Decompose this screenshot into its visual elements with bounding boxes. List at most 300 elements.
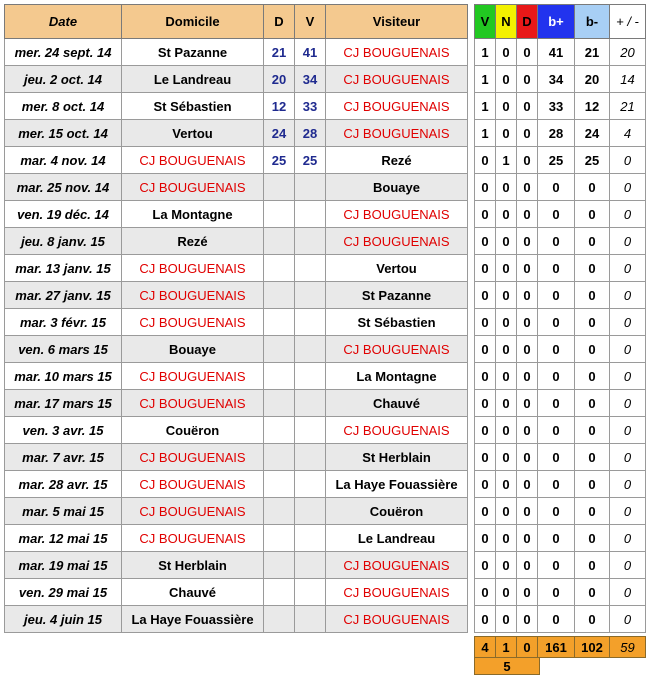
stat-goals-against: 25 xyxy=(575,147,610,174)
fixture-row xyxy=(5,174,468,201)
stat-win: 0 xyxy=(475,201,496,228)
fixture-visitor-team: Le Landreau xyxy=(326,525,468,552)
stat-goals-against: 0 xyxy=(575,282,610,309)
stat-goal-diff: 0 xyxy=(610,309,646,336)
stat-loss: 0 xyxy=(517,39,538,66)
totals-row-table xyxy=(474,636,646,658)
fixture-home-team: St Herblain xyxy=(122,552,264,579)
stat-win: 0 xyxy=(475,309,496,336)
fixture-visitor-team: Rezé xyxy=(326,147,468,174)
fixture-visitor-team: CJ BOUGUENAIS xyxy=(326,39,468,66)
stat-goal-diff: 0 xyxy=(610,201,646,228)
fixture-home-team: St Pazanne xyxy=(122,39,264,66)
fixture-home-score xyxy=(264,336,295,363)
stat-goals-against: 0 xyxy=(575,201,610,228)
fixture-row xyxy=(5,606,468,633)
stat-goals-against: 20 xyxy=(575,66,610,93)
fixture-row xyxy=(5,552,468,579)
fixture-row xyxy=(5,525,468,552)
fixture-visitor-team: CJ BOUGUENAIS xyxy=(326,201,468,228)
stat-loss: 0 xyxy=(517,471,538,498)
stat-goals-against: 0 xyxy=(575,309,610,336)
fixture-visitor-team: CJ BOUGUENAIS xyxy=(326,552,468,579)
stat-goals-against: 0 xyxy=(575,579,610,606)
fixture-row xyxy=(5,390,468,417)
fixture-row xyxy=(5,147,468,174)
stats-row xyxy=(475,39,646,66)
stat-loss: 0 xyxy=(517,525,538,552)
stat-win: 1 xyxy=(475,93,496,120)
stats-row xyxy=(475,498,646,525)
fixture-away-score xyxy=(295,336,326,363)
stat-draw: 0 xyxy=(496,39,517,66)
stat-win: 1 xyxy=(475,39,496,66)
fixture-away-score: 33 xyxy=(295,93,326,120)
fixture-home-score xyxy=(264,471,295,498)
stat-goals-for: 25 xyxy=(538,147,575,174)
stats-row xyxy=(475,606,646,633)
total-wins: 4 xyxy=(475,637,496,658)
stat-goals-against: 0 xyxy=(575,255,610,282)
stat-goals-for: 34 xyxy=(538,66,575,93)
stat-win: 1 xyxy=(475,66,496,93)
stat-draw: 0 xyxy=(496,444,517,471)
stat-draw: 0 xyxy=(496,66,517,93)
stat-goals-against: 0 xyxy=(575,174,610,201)
stat-loss: 0 xyxy=(517,417,538,444)
stat-win: 0 xyxy=(475,174,496,201)
stat-goal-diff: 0 xyxy=(610,228,646,255)
stat-goals-for: 0 xyxy=(538,255,575,282)
fixture-home-team: St Sébastien xyxy=(122,93,264,120)
fixture-date: mar. 3 févr. 15 xyxy=(5,309,122,336)
fixture-home-score xyxy=(264,390,295,417)
fixture-visitor-team: CJ BOUGUENAIS xyxy=(326,579,468,606)
fixture-date: mar. 10 mars 15 xyxy=(5,363,122,390)
fixture-home-score: 24 xyxy=(264,120,295,147)
stat-goals-for: 0 xyxy=(538,174,575,201)
fixture-away-score xyxy=(295,228,326,255)
fixture-home-team: CJ BOUGUENAIS xyxy=(122,309,264,336)
stat-goals-against: 0 xyxy=(575,390,610,417)
stats-row xyxy=(475,471,646,498)
fixture-away-score: 25 xyxy=(295,147,326,174)
total-goals-for: 161 xyxy=(538,637,575,658)
stat-goal-diff: 0 xyxy=(610,363,646,390)
total-points: 5 xyxy=(475,658,540,675)
fixture-date: mar. 12 mai 15 xyxy=(5,525,122,552)
fixture-away-score xyxy=(295,525,326,552)
stat-goals-against: 0 xyxy=(575,471,610,498)
fixture-home-team: Chauvé xyxy=(122,579,264,606)
fixture-row xyxy=(5,93,468,120)
fixture-home-team: CJ BOUGUENAIS xyxy=(122,174,264,201)
fixture-away-score xyxy=(295,606,326,633)
stat-goals-for: 0 xyxy=(538,606,575,633)
fixture-row xyxy=(5,363,468,390)
header-goals-for: b+ xyxy=(538,5,575,39)
fixture-row xyxy=(5,39,468,66)
fixture-row xyxy=(5,444,468,471)
stat-goals-against: 0 xyxy=(575,606,610,633)
stat-loss: 0 xyxy=(517,552,538,579)
stat-draw: 0 xyxy=(496,228,517,255)
fixture-away-score xyxy=(295,174,326,201)
stat-goals-for: 0 xyxy=(538,417,575,444)
stat-draw: 0 xyxy=(496,390,517,417)
stats-header-row xyxy=(475,5,646,39)
stat-goals-against: 0 xyxy=(575,228,610,255)
fixture-home-score: 21 xyxy=(264,39,295,66)
stats-row xyxy=(475,363,646,390)
stat-goals-for: 0 xyxy=(538,201,575,228)
stat-loss: 0 xyxy=(517,309,538,336)
stat-goals-for: 0 xyxy=(538,552,575,579)
stat-goals-for: 28 xyxy=(538,120,575,147)
fixture-away-score: 34 xyxy=(295,66,326,93)
fixture-home-score xyxy=(264,228,295,255)
fixture-row xyxy=(5,471,468,498)
fixture-home-team: Bouaye xyxy=(122,336,264,363)
stats-row xyxy=(475,93,646,120)
fixture-visitor-team: St Pazanne xyxy=(326,282,468,309)
fixture-home-team: CJ BOUGUENAIS xyxy=(122,147,264,174)
stat-goals-for: 0 xyxy=(538,390,575,417)
fixture-home-score xyxy=(264,444,295,471)
stat-loss: 0 xyxy=(517,444,538,471)
fixture-date: mar. 7 avr. 15 xyxy=(5,444,122,471)
fixture-away-score xyxy=(295,444,326,471)
stat-win: 0 xyxy=(475,579,496,606)
total-goal-diff: 59 xyxy=(610,637,646,658)
fixture-away-score xyxy=(295,552,326,579)
fixture-visitor-team: La Montagne xyxy=(326,363,468,390)
stats-row xyxy=(475,390,646,417)
header-goals-against: b- xyxy=(575,5,610,39)
fixture-row xyxy=(5,579,468,606)
stat-goals-against: 24 xyxy=(575,120,610,147)
stat-win: 0 xyxy=(475,525,496,552)
stats-row xyxy=(475,525,646,552)
fixture-home-team: CJ BOUGUENAIS xyxy=(122,363,264,390)
stat-draw: 0 xyxy=(496,201,517,228)
fixture-date: jeu. 2 oct. 14 xyxy=(5,66,122,93)
stat-goals-for: 0 xyxy=(538,282,575,309)
fixture-date: mar. 19 mai 15 xyxy=(5,552,122,579)
stat-goals-for: 0 xyxy=(538,309,575,336)
fixture-date: mer. 8 oct. 14 xyxy=(5,93,122,120)
stat-goals-against: 0 xyxy=(575,525,610,552)
stat-goal-diff: 0 xyxy=(610,444,646,471)
total-losses: 0 xyxy=(517,637,538,658)
fixture-home-score: 25 xyxy=(264,147,295,174)
fixture-date: mar. 27 janv. 15 xyxy=(5,282,122,309)
stat-loss: 0 xyxy=(517,174,538,201)
stat-goal-diff: 0 xyxy=(610,282,646,309)
fixture-home-team: CJ BOUGUENAIS xyxy=(122,525,264,552)
stat-goals-for: 0 xyxy=(538,498,575,525)
stat-draw: 0 xyxy=(496,471,517,498)
fixture-date: mar. 25 nov. 14 xyxy=(5,174,122,201)
stat-goals-against: 21 xyxy=(575,39,610,66)
fixture-home-score xyxy=(264,255,295,282)
stat-draw: 1 xyxy=(496,147,517,174)
fixture-row xyxy=(5,309,468,336)
fixture-row xyxy=(5,417,468,444)
fixture-date: mer. 15 oct. 14 xyxy=(5,120,122,147)
stat-loss: 0 xyxy=(517,147,538,174)
fixture-away-score xyxy=(295,471,326,498)
fixture-away-score xyxy=(295,282,326,309)
stat-win: 0 xyxy=(475,417,496,444)
fixture-home-score xyxy=(264,174,295,201)
fixture-visitor-team: Bouaye xyxy=(326,174,468,201)
stat-goal-diff: 0 xyxy=(610,579,646,606)
stat-goals-for: 41 xyxy=(538,39,575,66)
fixture-visitor-team: St Sébastien xyxy=(326,309,468,336)
fixture-home-score xyxy=(264,552,295,579)
stat-draw: 0 xyxy=(496,93,517,120)
stat-goal-diff: 0 xyxy=(610,390,646,417)
fixture-date: ven. 6 mars 15 xyxy=(5,336,122,363)
header-home: Domicile xyxy=(122,5,264,39)
stat-win: 0 xyxy=(475,552,496,579)
fixture-date: ven. 3 avr. 15 xyxy=(5,417,122,444)
stat-draw: 0 xyxy=(496,417,517,444)
fixture-away-score xyxy=(295,255,326,282)
fixture-home-team: CJ BOUGUENAIS xyxy=(122,255,264,282)
fixture-date: mar. 28 avr. 15 xyxy=(5,471,122,498)
fixture-home-team: CJ BOUGUENAIS xyxy=(122,390,264,417)
stat-goals-against: 0 xyxy=(575,336,610,363)
fixture-away-score xyxy=(295,498,326,525)
stats-row xyxy=(475,147,646,174)
stat-loss: 0 xyxy=(517,120,538,147)
fixture-home-score xyxy=(264,363,295,390)
stat-win: 0 xyxy=(475,336,496,363)
stats-row xyxy=(475,174,646,201)
stat-loss: 0 xyxy=(517,255,538,282)
fixture-row xyxy=(5,255,468,282)
fixture-home-team: Vertou xyxy=(122,120,264,147)
stat-draw: 0 xyxy=(496,282,517,309)
fixture-visitor-team: CJ BOUGUENAIS xyxy=(326,66,468,93)
stat-goal-diff: 0 xyxy=(610,147,646,174)
stat-win: 0 xyxy=(475,282,496,309)
stat-draw: 0 xyxy=(496,309,517,336)
fixture-home-score xyxy=(264,417,295,444)
fixture-visitor-team: Chauvé xyxy=(326,390,468,417)
fixture-home-team: CJ BOUGUENAIS xyxy=(122,444,264,471)
stat-goals-for: 0 xyxy=(538,228,575,255)
fixture-home-score xyxy=(264,498,295,525)
stat-win: 0 xyxy=(475,390,496,417)
stat-goals-against: 0 xyxy=(575,552,610,579)
total-goals-against: 102 xyxy=(575,637,610,658)
fixture-home-team: La Haye Fouassière xyxy=(122,606,264,633)
stat-draw: 0 xyxy=(496,498,517,525)
header-draws: N xyxy=(496,5,517,39)
stat-goals-against: 12 xyxy=(575,93,610,120)
stat-win: 0 xyxy=(475,363,496,390)
fixture-date: mar. 5 mai 15 xyxy=(5,498,122,525)
fixture-row xyxy=(5,201,468,228)
fixture-home-team: La Montagne xyxy=(122,201,264,228)
fixture-visitor-team: Vertou xyxy=(326,255,468,282)
fixture-home-score: 20 xyxy=(264,66,295,93)
stat-goal-diff: 0 xyxy=(610,498,646,525)
stat-draw: 0 xyxy=(496,525,517,552)
stat-goal-diff: 21 xyxy=(610,93,646,120)
fixture-date: jeu. 4 juin 15 xyxy=(5,606,122,633)
fixture-date: mer. 24 sept. 14 xyxy=(5,39,122,66)
fixture-home-team: CJ BOUGUENAIS xyxy=(122,498,264,525)
fixture-row xyxy=(5,336,468,363)
fixture-date: jeu. 8 janv. 15 xyxy=(5,228,122,255)
stat-goal-diff: 0 xyxy=(610,525,646,552)
fixture-away-score: 41 xyxy=(295,39,326,66)
stat-draw: 0 xyxy=(496,336,517,363)
fixture-away-score xyxy=(295,417,326,444)
stat-goals-for: 0 xyxy=(538,363,575,390)
fixtures-table xyxy=(4,4,468,633)
points-table xyxy=(474,657,540,675)
stat-draw: 0 xyxy=(496,552,517,579)
stat-win: 0 xyxy=(475,255,496,282)
stat-goal-diff: 0 xyxy=(610,174,646,201)
header-losses: D xyxy=(517,5,538,39)
stat-loss: 0 xyxy=(517,579,538,606)
total-draws: 1 xyxy=(496,637,517,658)
fixture-visitor-team: Couëron xyxy=(326,498,468,525)
fixture-home-score: 12 xyxy=(264,93,295,120)
fixture-home-score xyxy=(264,606,295,633)
stat-goals-against: 0 xyxy=(575,498,610,525)
fixture-away-score: 28 xyxy=(295,120,326,147)
header-wins: V xyxy=(475,5,496,39)
fixture-away-score xyxy=(295,579,326,606)
stat-goal-diff: 0 xyxy=(610,255,646,282)
stat-goal-diff: 0 xyxy=(610,336,646,363)
stat-goals-for: 0 xyxy=(538,444,575,471)
stat-loss: 0 xyxy=(517,282,538,309)
stat-loss: 0 xyxy=(517,390,538,417)
stats-row xyxy=(475,579,646,606)
stats-row xyxy=(475,417,646,444)
fixture-visitor-team: St Herblain xyxy=(326,444,468,471)
header-v: V xyxy=(295,5,326,39)
stats-row xyxy=(475,120,646,147)
fixture-home-team: CJ BOUGUENAIS xyxy=(122,471,264,498)
stat-win: 0 xyxy=(475,228,496,255)
fixture-home-score xyxy=(264,579,295,606)
stat-goals-for: 33 xyxy=(538,93,575,120)
stats-row xyxy=(475,201,646,228)
header-visitor: Visiteur xyxy=(326,5,468,39)
stat-loss: 0 xyxy=(517,498,538,525)
stat-draw: 0 xyxy=(496,363,517,390)
stats-row xyxy=(475,444,646,471)
fixtures-header-row xyxy=(5,5,468,39)
stat-loss: 0 xyxy=(517,606,538,633)
stat-loss: 0 xyxy=(517,93,538,120)
header-date: Date xyxy=(5,5,122,39)
fixture-home-team: Couëron xyxy=(122,417,264,444)
fixture-visitor-team: CJ BOUGUENAIS xyxy=(326,93,468,120)
stat-win: 0 xyxy=(475,471,496,498)
stat-win: 1 xyxy=(475,120,496,147)
fixture-home-team: Rezé xyxy=(122,228,264,255)
stat-loss: 0 xyxy=(517,363,538,390)
stat-win: 0 xyxy=(475,444,496,471)
fixture-home-team: Le Landreau xyxy=(122,66,264,93)
fixture-away-score xyxy=(295,309,326,336)
stat-goals-against: 0 xyxy=(575,444,610,471)
fixture-date: mar. 4 nov. 14 xyxy=(5,147,122,174)
stat-win: 0 xyxy=(475,498,496,525)
stat-draw: 0 xyxy=(496,255,517,282)
fixture-home-score xyxy=(264,525,295,552)
stat-loss: 0 xyxy=(517,228,538,255)
stats-row xyxy=(475,552,646,579)
fixture-away-score xyxy=(295,363,326,390)
stat-draw: 0 xyxy=(496,606,517,633)
stat-win: 0 xyxy=(475,147,496,174)
fixture-visitor-team: CJ BOUGUENAIS xyxy=(326,417,468,444)
stat-goal-diff: 0 xyxy=(610,606,646,633)
fixture-date: mar. 17 mars 15 xyxy=(5,390,122,417)
points-row xyxy=(475,658,540,675)
fixture-home-score xyxy=(264,309,295,336)
fixture-row xyxy=(5,120,468,147)
fixture-visitor-team: CJ BOUGUENAIS xyxy=(326,336,468,363)
fixture-date: ven. 29 mai 15 xyxy=(5,579,122,606)
stat-draw: 0 xyxy=(496,120,517,147)
fixture-date: ven. 19 déc. 14 xyxy=(5,201,122,228)
fixture-visitor-team: La Haye Fouassière xyxy=(326,471,468,498)
fixture-row xyxy=(5,66,468,93)
fixture-away-score xyxy=(295,201,326,228)
stat-goal-diff: 14 xyxy=(610,66,646,93)
stat-draw: 0 xyxy=(496,174,517,201)
header-goal-diff: + / - xyxy=(610,5,646,39)
stats-row xyxy=(475,282,646,309)
fixture-visitor-team: CJ BOUGUENAIS xyxy=(326,120,468,147)
stat-goal-diff: 4 xyxy=(610,120,646,147)
fixture-visitor-team: CJ BOUGUENAIS xyxy=(326,606,468,633)
fixture-home-score xyxy=(264,282,295,309)
stats-table xyxy=(474,4,646,633)
stat-draw: 0 xyxy=(496,579,517,606)
stat-loss: 0 xyxy=(517,201,538,228)
stat-goals-against: 0 xyxy=(575,417,610,444)
fixture-home-team: CJ BOUGUENAIS xyxy=(122,282,264,309)
stat-goals-for: 0 xyxy=(538,471,575,498)
fixture-row xyxy=(5,498,468,525)
fixture-visitor-team: CJ BOUGUENAIS xyxy=(326,228,468,255)
stats-row xyxy=(475,66,646,93)
stat-goals-for: 0 xyxy=(538,579,575,606)
stat-goals-for: 0 xyxy=(538,336,575,363)
totals-row xyxy=(475,637,646,658)
stat-goal-diff: 0 xyxy=(610,471,646,498)
stat-goals-for: 0 xyxy=(538,525,575,552)
stat-goal-diff: 0 xyxy=(610,552,646,579)
stat-goals-against: 0 xyxy=(575,363,610,390)
header-d: D xyxy=(264,5,295,39)
fixture-away-score xyxy=(295,390,326,417)
stat-win: 0 xyxy=(475,606,496,633)
